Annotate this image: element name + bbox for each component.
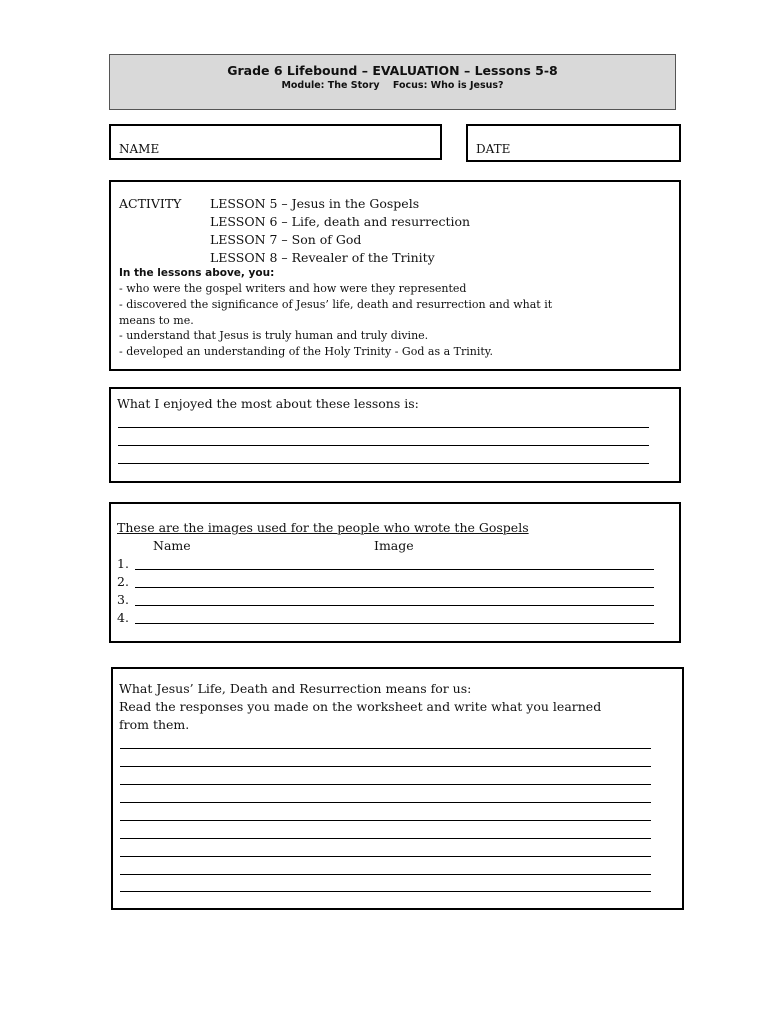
enjoyed-section	[109, 387, 681, 483]
answer-line[interactable]	[120, 874, 651, 875]
answer-line[interactable]	[120, 891, 651, 892]
answer-line[interactable]	[120, 838, 651, 839]
meaning-instruction: Read the responses you made on the worksheet and write what you learned	[119, 699, 602, 714]
answer-line[interactable]	[120, 748, 651, 749]
answer-line[interactable]	[120, 856, 651, 857]
activity-label: ACTIVITY	[119, 196, 182, 211]
images-prompt: These are the images used for the people who wrote the Gospels	[117, 520, 529, 535]
name-label: NAME	[119, 142, 160, 156]
row-number: 2.	[117, 574, 129, 589]
answer-line[interactable]	[135, 569, 654, 570]
name-column-header: Name	[153, 538, 191, 553]
gospel-images-section	[109, 502, 681, 643]
row-number: 1.	[117, 556, 129, 571]
activity-point: - discovered the significance of Jesus’ life, death and resurrection and what it	[119, 298, 553, 311]
activity-point: - understand that Jesus is truly human and truly divine.	[119, 329, 429, 342]
activity-intro: In the lessons above, you:	[119, 267, 275, 279]
row-number: 4.	[117, 610, 129, 625]
focus-label: Focus: Who is Jesus?	[392, 80, 504, 91]
row-number: 3.	[117, 592, 129, 607]
date-label: DATE	[476, 142, 511, 156]
answer-line[interactable]	[120, 820, 651, 821]
activity-point: means to me.	[119, 314, 194, 327]
page-subtitle	[110, 80, 675, 91]
activity-point: - who were the gospel writers and how were they represented	[119, 282, 467, 295]
lesson-item: LESSON 8 – Revealer of the Trinity	[210, 250, 435, 265]
answer-line[interactable]	[120, 784, 651, 785]
meaning-prompt: What Jesus’ Life, Death and Resurrection means for us:	[119, 681, 472, 696]
answer-line[interactable]	[135, 605, 654, 606]
lesson-item: LESSON 5 – Jesus in the Gospels	[210, 196, 420, 211]
answer-line[interactable]	[120, 802, 651, 803]
answer-line[interactable]	[118, 427, 649, 428]
activity-point: - developed an understanding of the Holy Trinity - God as a Trinity.	[119, 345, 494, 358]
name-field[interactable]	[109, 124, 442, 160]
page-title: Grade 6 Lifebound – EVALUATION – Lessons 5-8	[227, 63, 558, 78]
enjoyed-prompt: What I enjoyed the most about these lessons is:	[117, 396, 419, 411]
page-header	[109, 54, 676, 110]
activity-section	[109, 180, 681, 371]
image-column-header: Image	[374, 538, 414, 553]
meaning-section	[111, 667, 684, 910]
date-field[interactable]	[466, 124, 681, 162]
answer-line[interactable]	[135, 623, 654, 624]
meaning-instruction: from them.	[119, 717, 190, 732]
answer-line[interactable]	[120, 766, 651, 767]
lesson-item: LESSON 7 – Son of God	[210, 232, 362, 247]
module-label: Module: The Story	[281, 80, 380, 91]
answer-line[interactable]	[135, 587, 654, 588]
answer-line[interactable]	[118, 463, 649, 464]
lesson-item: LESSON 6 – Life, death and resurrection	[210, 214, 471, 229]
answer-line[interactable]	[118, 445, 649, 446]
